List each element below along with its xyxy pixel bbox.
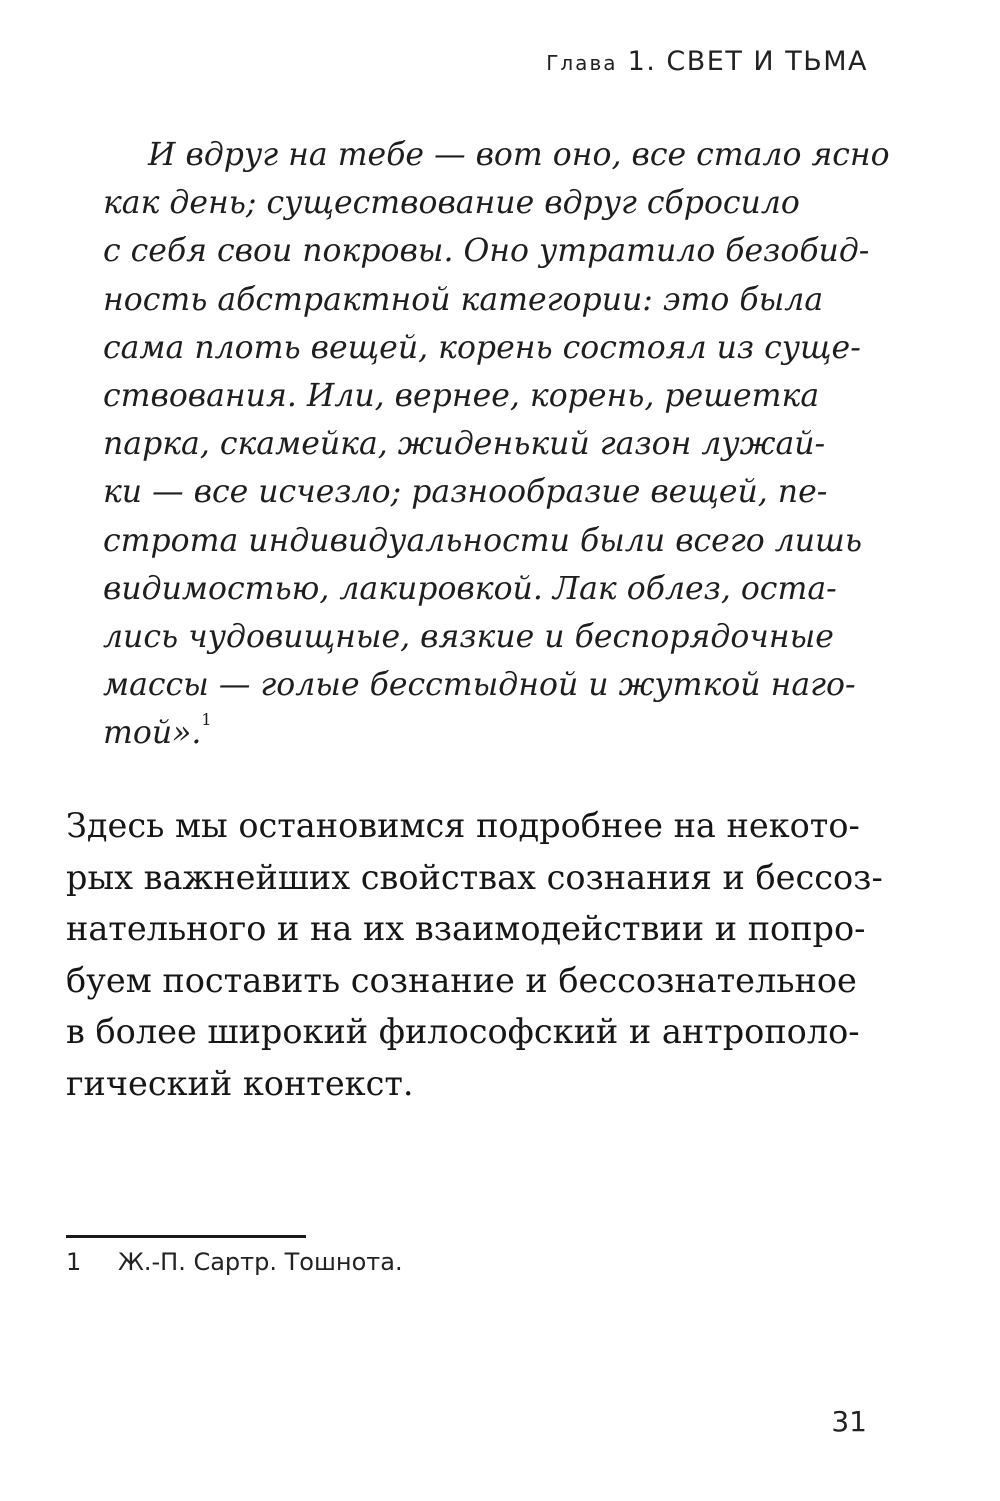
quote-line: парка, скамейка, жиденький газон лужай- xyxy=(103,426,826,463)
body-line: в более широкий философский и антрополо- xyxy=(66,1012,860,1051)
quote-line: И вдруг на тебе — вот оно, все стало ясно xyxy=(148,137,890,173)
quote-line: как день; существование вдруг сбросило xyxy=(103,185,800,222)
quote-last-line xyxy=(103,709,843,757)
quote-line: лись чудовищные, вязкие и беспорядочные xyxy=(103,619,834,656)
quote-line: массы — голые бесстыдной и жуткой наго- xyxy=(103,667,856,704)
quote-line: ствования. Или, вернее, корень, решетка xyxy=(103,378,820,415)
footnote-divider xyxy=(66,1235,306,1238)
quote-line: сама плоть вещей, корень состоял из суще- xyxy=(103,329,861,366)
body-line: Здесь мы остановимся подробнее на некото- xyxy=(66,806,860,845)
body-paragraph xyxy=(66,800,886,1109)
quote-line: ность абстрактной категории: это была xyxy=(103,281,824,318)
body-line: буем поставить сознание и бессознательное xyxy=(66,960,857,1000)
quote-line: ки — все исчезло; разнообразие вещей, пе- xyxy=(103,474,828,511)
body-line: рых важнейших свойствах сознания и бессоз- xyxy=(66,857,883,897)
footnote-number: 1 xyxy=(66,1248,82,1276)
body-line: нательного и на их взаимодействии и попро- xyxy=(66,909,866,948)
running-head-chapter-title: 1. СВЕТ И ТЬМА xyxy=(627,46,868,77)
footnote-text: Ж.-П. Сартр. Тошнота. xyxy=(118,1248,403,1276)
quote-line: строта индивидуальности были всего лишь xyxy=(103,522,863,559)
page-number: 31 xyxy=(831,1405,867,1438)
running-head xyxy=(546,46,868,77)
quote-line: с себя свои покровы. Оно утратило безобид- xyxy=(103,233,870,270)
running-head-chapter-word: Глава xyxy=(546,51,618,75)
quote-line: видимостью, лакировкой. Лак облез, оста- xyxy=(103,570,837,607)
footnote-reference[interactable]: 1 xyxy=(201,710,212,730)
quote-line: той». xyxy=(103,715,202,752)
body-line: гический контекст. xyxy=(66,1063,414,1103)
block-quote xyxy=(103,131,890,758)
footnote xyxy=(66,1248,403,1276)
